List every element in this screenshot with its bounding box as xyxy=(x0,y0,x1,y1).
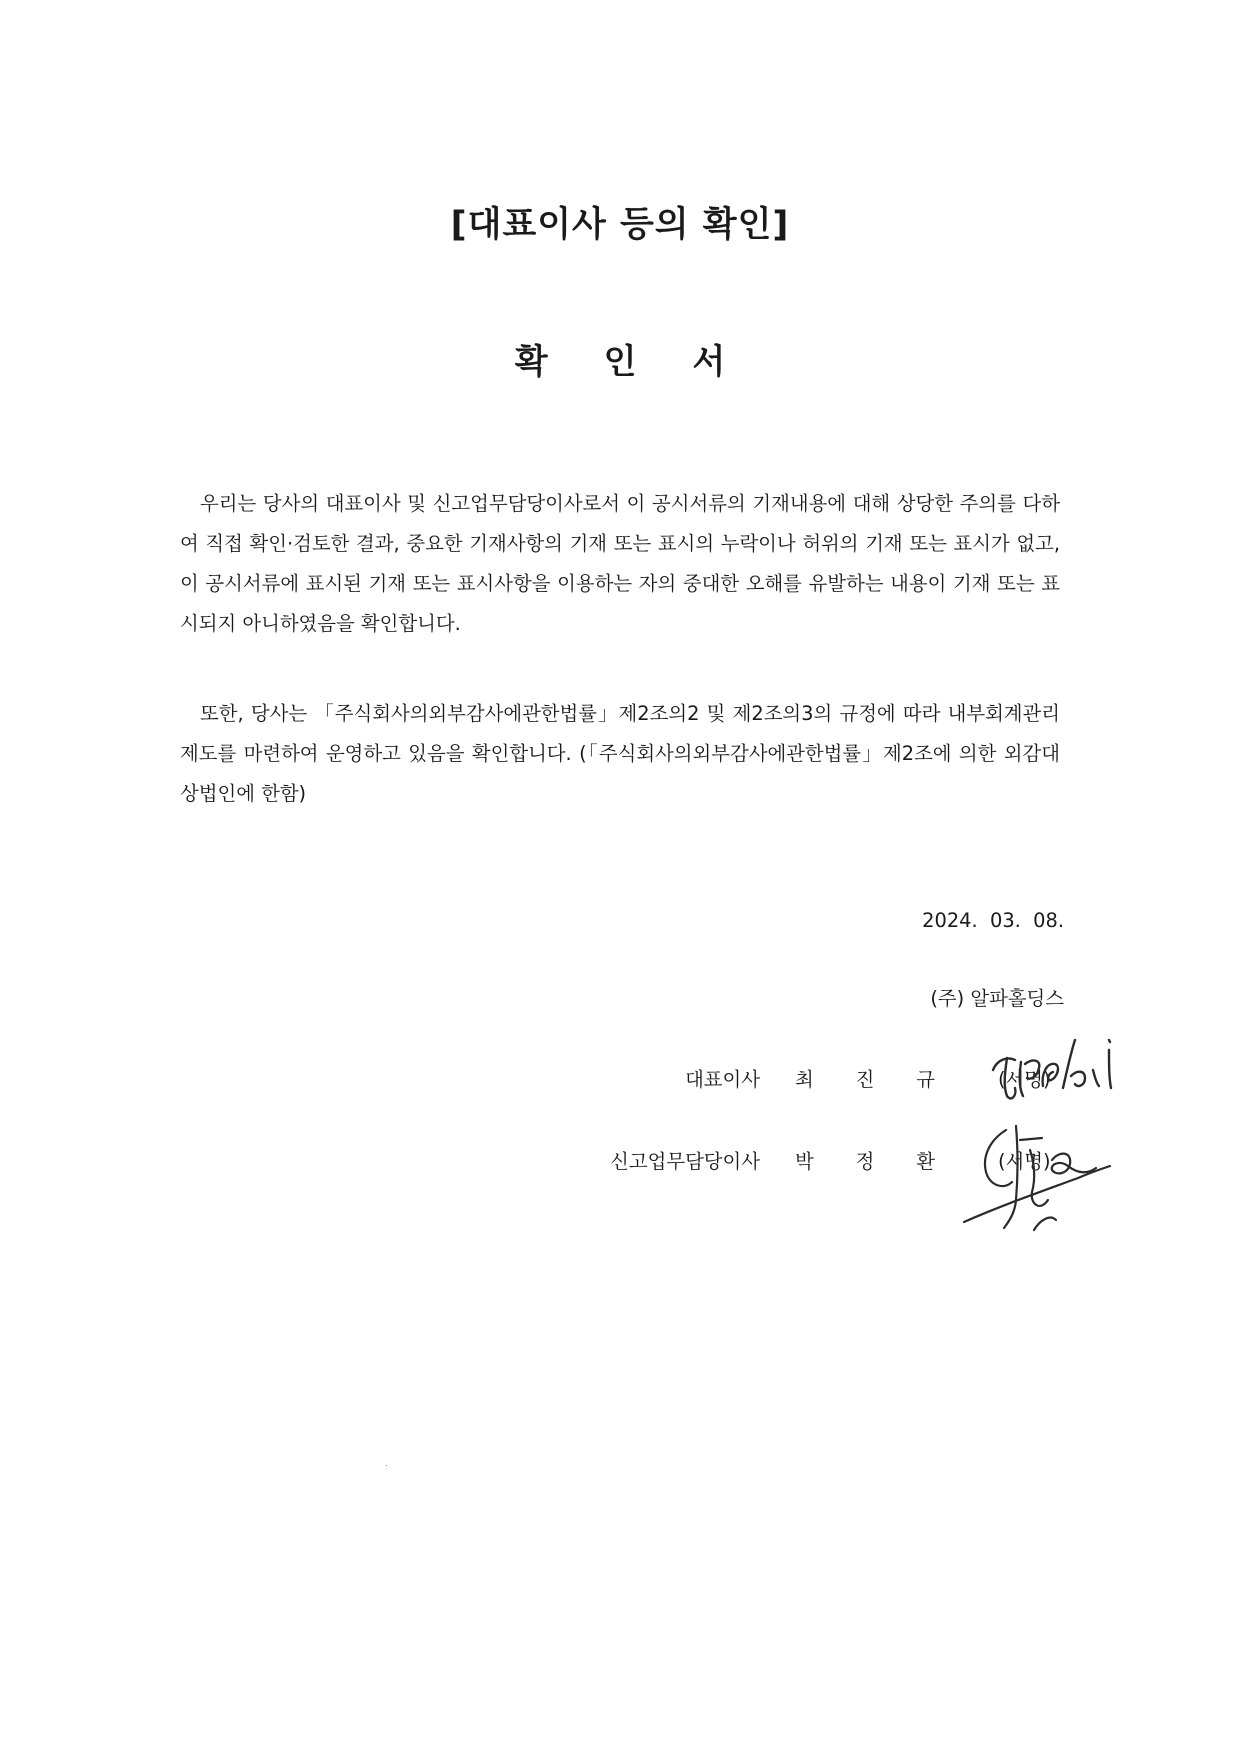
signer-role: 대표이사 xyxy=(685,1068,760,1091)
signer-role: 신고업무담당이사 xyxy=(610,1150,760,1173)
signature-mark: (서명) xyxy=(998,1150,1051,1173)
signer-name-char: 환 xyxy=(916,1150,935,1173)
signer-name-char: 박 xyxy=(795,1150,814,1173)
signer-row-ceo xyxy=(0,1060,1240,1100)
document-title-char: 인 xyxy=(603,342,637,382)
signer-name xyxy=(795,1060,935,1100)
document-title-char: 확 xyxy=(514,342,548,382)
page-header: [대표이사 등의 확인] xyxy=(450,205,790,245)
company-name: (주) 알파홀딩스 xyxy=(930,987,1064,1010)
internal-control-paragraph: 또한, 당사는 「주식회사의외부감사에관한법률」제2조의2 및 제2조의3의 규정에 따라 내부회계관리제도를 마련하여 운영하고 있음을 확인합니다. (「주식회사의외부감사에관한법률」제2조에 의한 외감대상법인에 한함) xyxy=(180,702,1060,805)
signature-mark: (서명) xyxy=(998,1068,1051,1091)
signer-name-char: 진 xyxy=(855,1068,875,1091)
signer-name-char: 규 xyxy=(916,1068,935,1091)
document-title-char: 서 xyxy=(692,342,726,382)
signer-name-char: 정 xyxy=(855,1150,875,1173)
signer-name xyxy=(795,1142,935,1182)
document-title xyxy=(0,340,1240,384)
signer-name-char: 최 xyxy=(795,1068,814,1091)
confirmation-paragraph: 우리는 당사의 대표이사 및 신고업무담당이사로서 이 공시서류의 기재내용에 대해 상당한 주의를 다하여 직접 확인·검토한 결과, 중요한 기재사항의 기재 또는 표시의 누락이나 허위의 기재 또는 표시가 없고, 이 공시서류에 표시된 기재 또는 표시사항을 이용하는 자의 중대한 오해를 유발하는 내용이 기재 또는 표시되지 아니하였음을 확인합니다. xyxy=(180,492,1060,635)
scan-speck xyxy=(386,1465,387,1466)
signer-row-disclosure-officer xyxy=(0,1142,1240,1182)
document-date: 2024. 03. 08. xyxy=(922,909,1064,932)
